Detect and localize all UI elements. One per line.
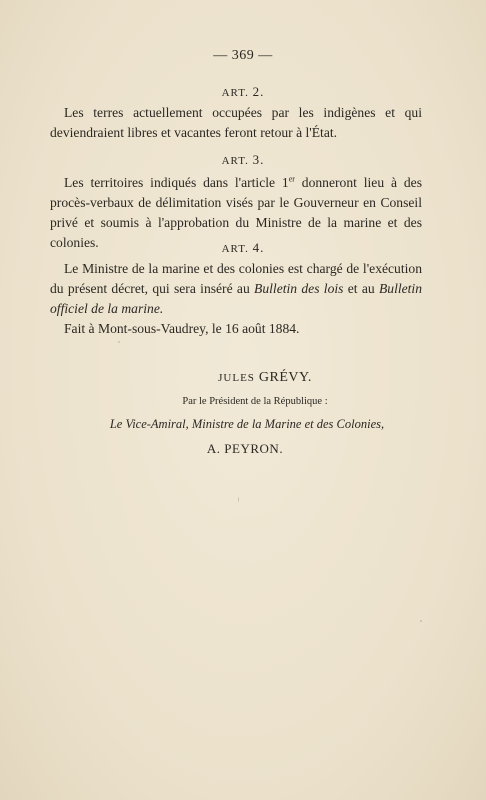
fait-line (50, 319, 422, 339)
fait-text: Fait à Mont-sous-Vaudrey, le 16 août 1884. (64, 321, 300, 336)
article-3-heading (0, 152, 486, 168)
page-number: — 369 — (213, 48, 273, 63)
paper-speck (118, 341, 120, 343)
bulletin-des-lois: Bulletin des lois (254, 281, 344, 296)
minister-title: Le Vice-Amiral, Ministre de la Marine et des Colonies, (109, 417, 385, 431)
superscript-er: er (288, 174, 295, 184)
article-2-body: Les terres actuellement occupées par les indigènes et qui deviendraient libres et vacantes feront retour à l'État. (50, 105, 422, 140)
paper-speck (238, 497, 239, 502)
paper-speck (420, 620, 422, 622)
article-2-heading (0, 84, 486, 100)
article-2-text (50, 103, 422, 143)
signature-first-name: JULES (218, 372, 255, 384)
bulletin-officiel: Bulletin officiel de la marine. (50, 281, 423, 316)
article-4-heading (0, 240, 486, 256)
article-4-text (50, 259, 422, 319)
signature-last-name: GRÉVY. (258, 370, 312, 385)
article-number: 3. (252, 152, 265, 167)
minister-name: A. PEYRON. (206, 441, 284, 456)
par-le-president: Par le Président de la République : (182, 396, 328, 407)
article-4-body-mid: et au (343, 281, 379, 296)
article-3-body-start: Les territoires indiqués dans l'article 1 (64, 175, 289, 190)
article-3-body-end: donneront lieu à des procès-verbaux de délimitation visés par le Gouverneur en Conseil privé et soumis à l'approbation du Ministre de la marine et des colonies. (50, 175, 422, 250)
article-label: ART. (221, 243, 249, 255)
article-number: 2. (252, 84, 265, 99)
signature-grevy (0, 370, 486, 386)
article-4-body-start: Le Ministre de la marine et des colonies est chargé de l'exécution du présent décret, qui sera inséré au (50, 261, 422, 296)
article-number: 4. (252, 240, 265, 255)
article-label: ART. (221, 155, 249, 167)
article-label: ART. (221, 87, 249, 99)
